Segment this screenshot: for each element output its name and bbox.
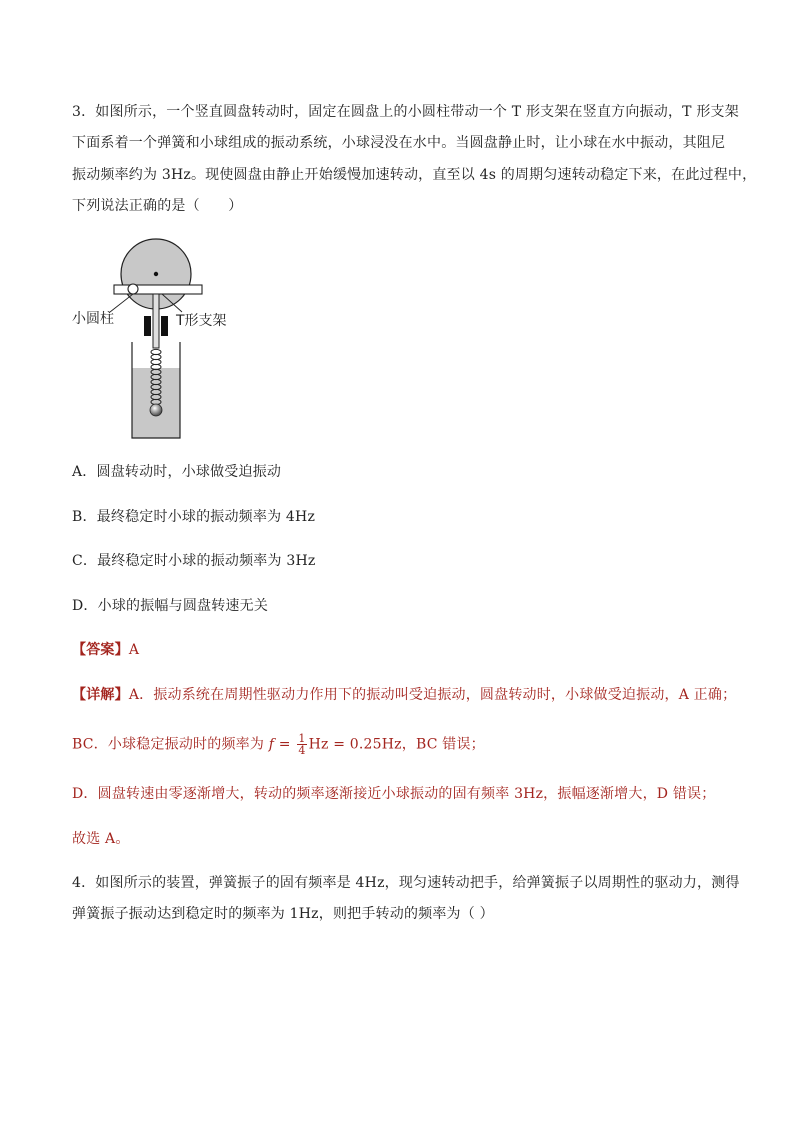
q3-detail-line-3: D．圆盘转速由零逐渐增大，转动的频率逐渐接近小球振动的固有频率 3Hz，振幅逐渐增大，D 错误；: [72, 786, 716, 802]
q3-stem-line-1: 3．如图所示，一个竖直圆盘转动时，固定在圆盘上的小圆柱带动一个 T 形支架在竖直方向振动，T 形支架: [72, 104, 739, 120]
detail-text-bc-suffix: ，BC 错误；: [401, 736, 485, 753]
q3-detail-line-1: [72, 685, 736, 705]
t-bracket-bar: [114, 285, 202, 294]
formula-numerator: 1: [298, 732, 306, 745]
q3-option-b: B．最终稳定时小球的振动频率为 4Hz: [72, 509, 316, 525]
formula-denominator: 4: [298, 744, 306, 757]
t-bracket-rod: [153, 294, 159, 348]
disk-apparatus-figure: [70, 238, 270, 442]
q3-stem-line-2: 下面系着一个弹簧和小球组成的振动系统，小球浸没在水中。当圆盘静止时，让小球在水中振动，其阻尼: [72, 135, 726, 151]
answer-value: A: [128, 642, 140, 658]
disk-center-dot: [154, 272, 158, 276]
detail-text-bc: BC．小球稳定振动时的频率为: [72, 736, 265, 753]
detail-tag: 【详解】: [72, 687, 129, 703]
q3-answer: [72, 640, 139, 660]
q3-conclusion: 故选 A。: [72, 831, 130, 847]
detail-text-a: A．振动系统在周期性驱动力作用下的振动叫受迫振动，圆盘转动时，小球做受迫振动，A 正确；: [128, 687, 737, 703]
formula-f: f: [268, 736, 275, 753]
small-cylinder: [128, 284, 138, 294]
q3-option-a: A．圆盘转动时，小球做受迫振动: [72, 464, 282, 480]
water: [132, 368, 180, 438]
answer-tag: 【答案】: [72, 642, 129, 658]
formula-eq: =: [278, 736, 291, 753]
label-t-bracket: T形支架: [176, 313, 227, 329]
label-small-cylinder: 小圆柱: [72, 311, 114, 327]
q4-stem-line-2: 弹簧振子振动达到稳定时的频率为 1Hz，则把手转动的频率为（ ）: [72, 906, 494, 922]
apparatus-diagram: [70, 238, 270, 442]
q3-option-d: D．小球的振幅与圆盘转速无关: [72, 598, 269, 614]
q4-stem-line-1: 4．如图所示的装置，弹簧振子的固有频率是 4Hz，现匀速转动把手，给弹簧振子以周期性的驱动力，测得: [72, 875, 740, 891]
q3-option-c: C．最终稳定时小球的振动频率为 3Hz: [72, 553, 316, 569]
ball: [150, 404, 162, 416]
q3-stem-line-3: 振动频率约为 3Hz。现使圆盘由静止开始缓慢加速转动，直至以 4s 的周期匀速转动稳定下来，在此过程中，: [72, 167, 757, 183]
guide-block-right: [161, 316, 168, 336]
formula-result: Hz = 0.25Hz: [308, 736, 402, 753]
formula-fraction: [297, 733, 306, 756]
q3-detail-line-2: [72, 733, 485, 756]
guide-block-left: [144, 316, 151, 336]
q3-stem-line-4: 下列说法正确的是（ ）: [72, 198, 243, 214]
